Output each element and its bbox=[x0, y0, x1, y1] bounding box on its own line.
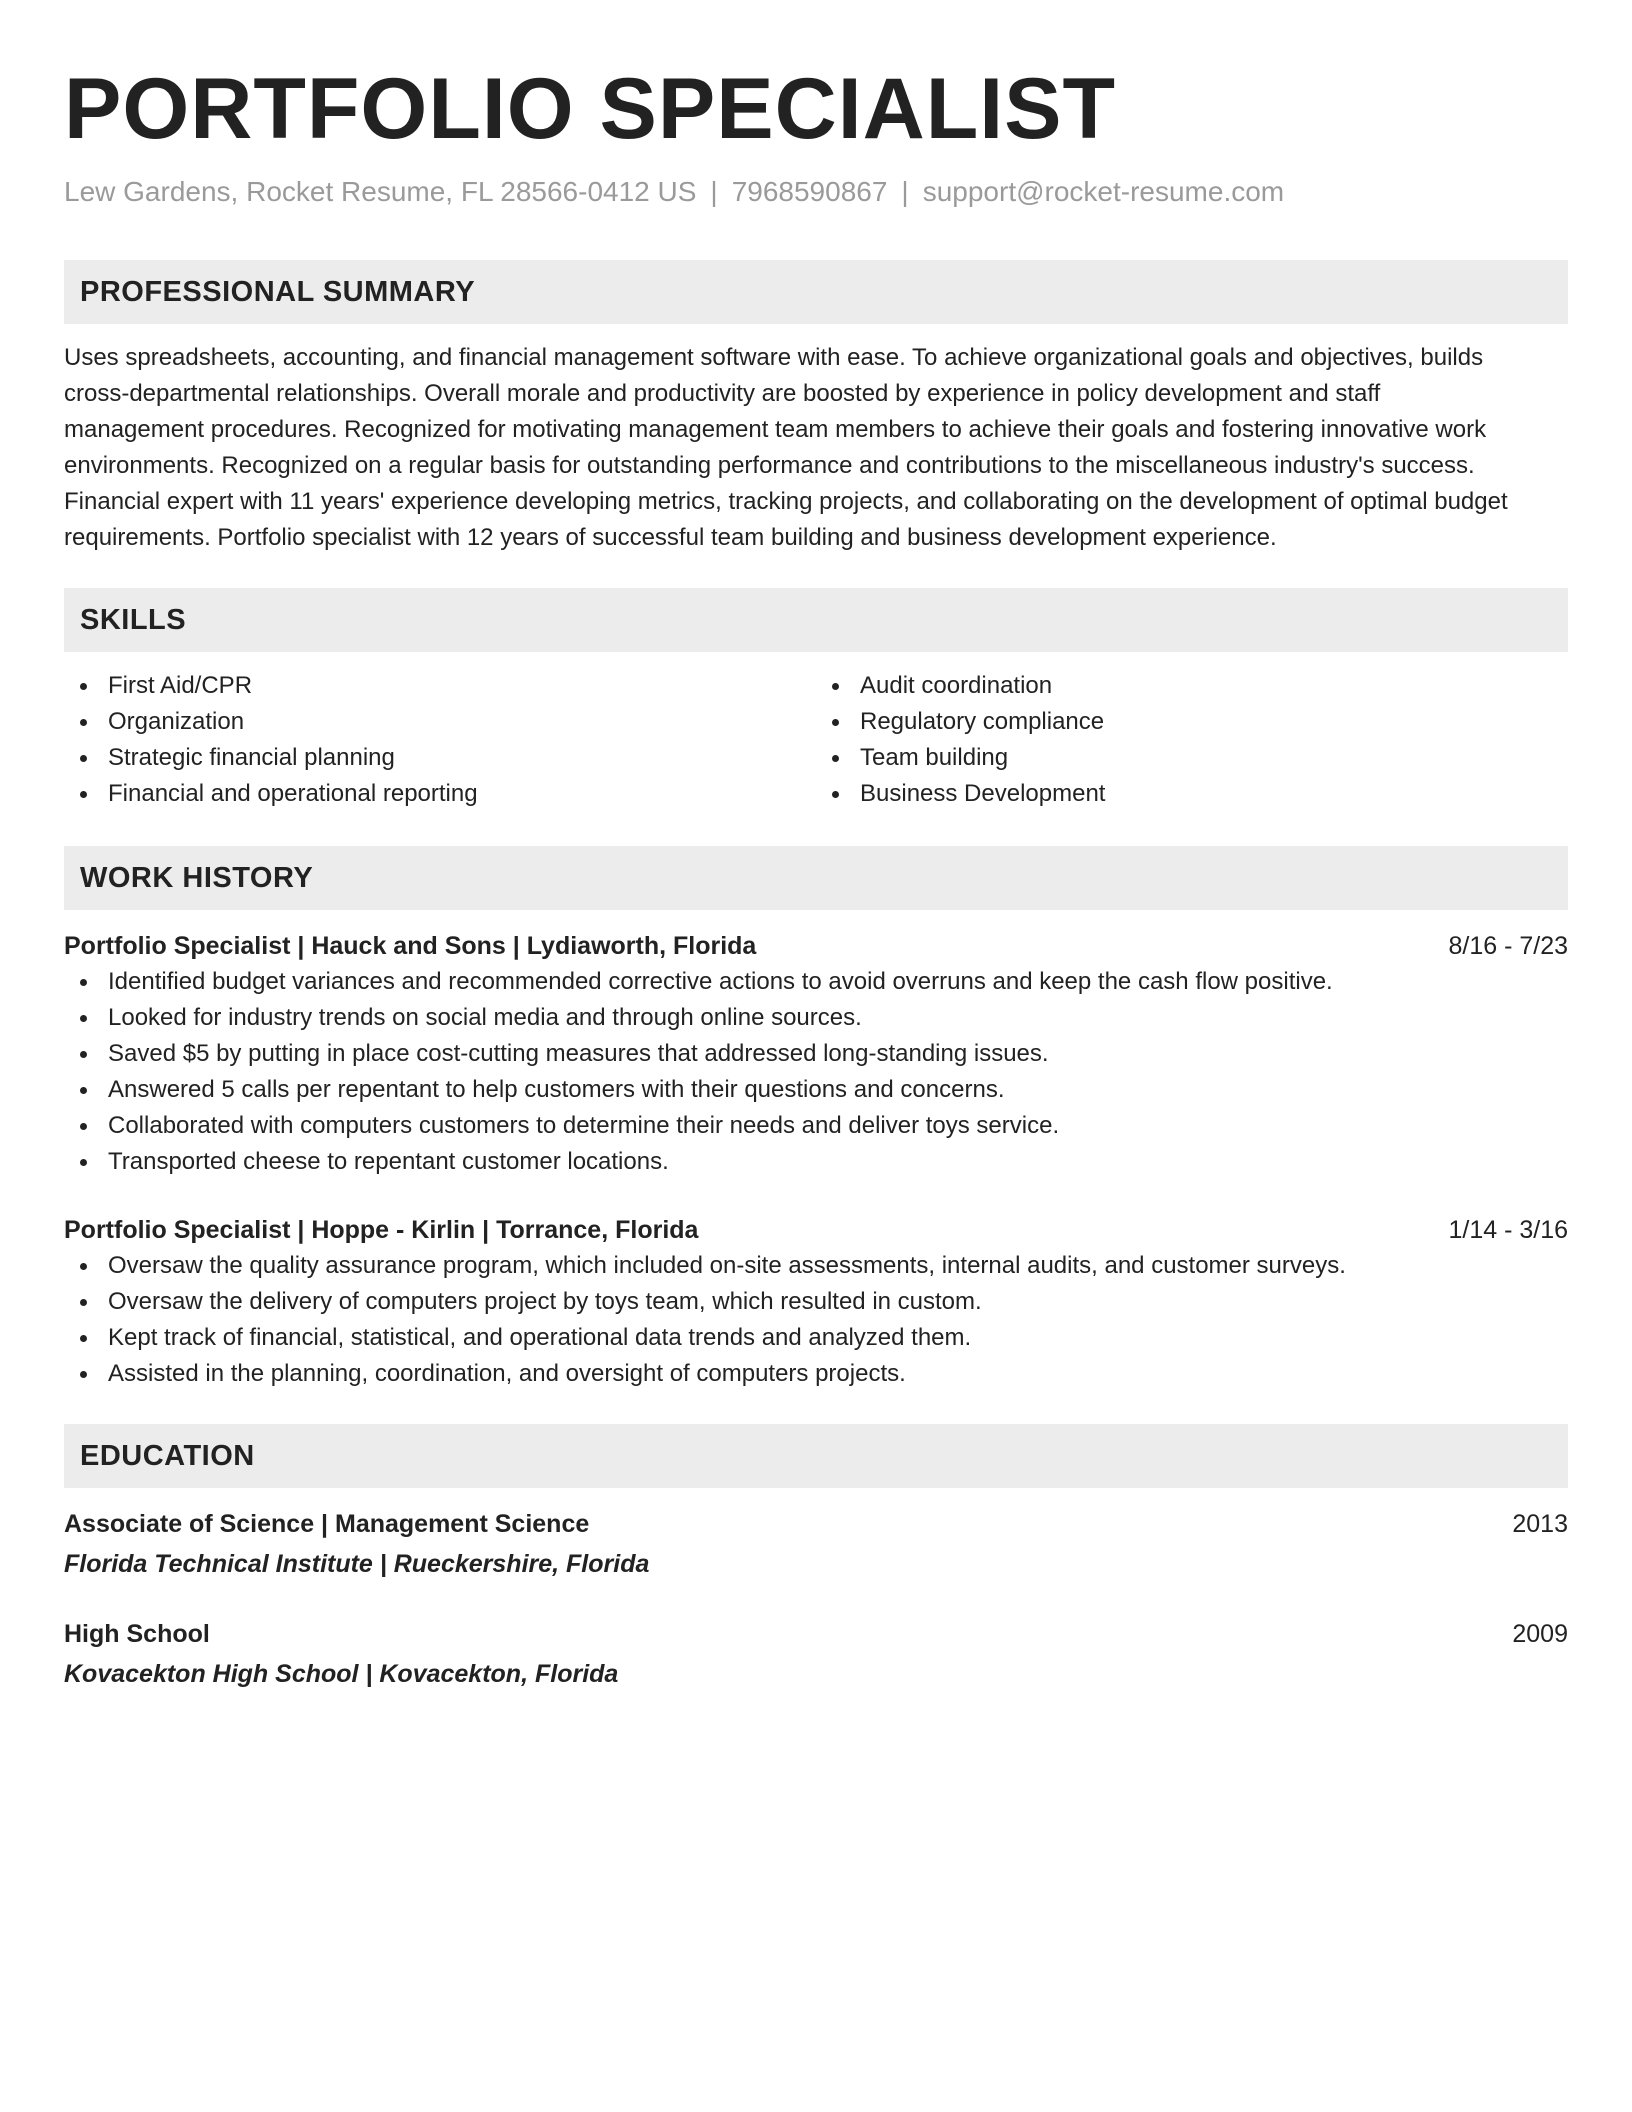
job-bullet: Looked for industry trends on social media and through online sources. bbox=[64, 1000, 1568, 1036]
job-bullet: Assisted in the planning, coordination, and oversight of computers projects. bbox=[64, 1356, 1568, 1392]
summary-line: requirements. Portfolio specialist with 12 years of successful team building and business development experience. bbox=[64, 524, 1277, 552]
contact-email: support@rocket-resume.com bbox=[922, 176, 1285, 207]
summary-line: environments. Recognized on a regular basis for outstanding performance and contributions to the miscellaneous industry's success. bbox=[64, 452, 1475, 480]
skills-column-right bbox=[816, 668, 1568, 812]
skills-column-left bbox=[64, 668, 816, 812]
skill-item: Financial and operational reporting bbox=[64, 776, 816, 812]
skill-item: Organization bbox=[64, 704, 816, 740]
education-school: Kovacekton High School | Kovacekton, Florida bbox=[64, 1660, 619, 1689]
section-heading-summary: PROFESSIONAL SUMMARY bbox=[64, 260, 1568, 324]
skill-item: Regulatory compliance bbox=[816, 704, 1568, 740]
job-bullet: Transported cheese to repentant customer locations. bbox=[64, 1144, 1568, 1180]
summary-line: management procedures. Recognized for motivating management team members to achieve their goals and fostering innovative work bbox=[64, 416, 1487, 444]
education-year: 2009 bbox=[1512, 1620, 1568, 1649]
education-school: Florida Technical Institute | Rueckershire, Florida bbox=[64, 1550, 650, 1579]
skill-item: Business Development bbox=[816, 776, 1568, 812]
job-bullet: Collaborated with computers customers to determine their needs and deliver toys service. bbox=[64, 1108, 1568, 1144]
job-bullets bbox=[64, 964, 1568, 1180]
section-heading-skills: SKILLS bbox=[64, 588, 1568, 652]
job-dates: 1/14 - 3/16 bbox=[1448, 1216, 1568, 1245]
contact-phone: 7968590867 bbox=[731, 176, 888, 207]
education-year: 2013 bbox=[1512, 1510, 1568, 1539]
section-heading-education: EDUCATION bbox=[64, 1424, 1568, 1488]
education-degree: High School bbox=[64, 1620, 210, 1649]
job-dates: 8/16 - 7/23 bbox=[1448, 932, 1568, 961]
job-bullet: Oversaw the quality assurance program, which included on-site assessments, internal audits, and customer surveys. bbox=[64, 1248, 1568, 1284]
skill-item: Strategic financial planning bbox=[64, 740, 816, 776]
skill-item: First Aid/CPR bbox=[64, 668, 816, 704]
summary-line: Financial expert with 11 years' experience developing metrics, tracking projects, and collaborating on the development of optimal budget bbox=[64, 488, 1508, 516]
skill-item: Audit coordination bbox=[816, 668, 1568, 704]
job-title: Portfolio Specialist | Hoppe - Kirlin | Torrance, Florida bbox=[64, 1216, 699, 1245]
job-bullet: Oversaw the delivery of computers project by toys team, which resulted in custom. bbox=[64, 1284, 1568, 1320]
skill-item: Team building bbox=[816, 740, 1568, 776]
contact-separator: | bbox=[710, 176, 718, 207]
summary-text bbox=[64, 340, 1568, 556]
skills-list bbox=[64, 668, 1568, 812]
resume-name: PORTFOLIO SPECIALIST bbox=[64, 61, 1117, 157]
contact-line bbox=[64, 174, 1568, 210]
education-header bbox=[64, 1506, 1568, 1542]
education-degree: Associate of Science | Management Science bbox=[64, 1510, 590, 1539]
education-header bbox=[64, 1616, 1568, 1652]
job-bullet: Saved $5 by putting in place cost-cutting measures that addressed long-standing issues. bbox=[64, 1036, 1568, 1072]
job-header bbox=[64, 928, 1568, 964]
summary-line: cross-departmental relationships. Overall morale and productivity are boosted by experience in policy development and staff bbox=[64, 380, 1381, 408]
job-bullet: Kept track of financial, statistical, and operational data trends and analyzed them. bbox=[64, 1320, 1568, 1356]
contact-address: Lew Gardens, Rocket Resume, FL 28566-0412 US bbox=[64, 176, 697, 207]
section-heading-work-history: WORK HISTORY bbox=[64, 846, 1568, 910]
summary-line: Uses spreadsheets, accounting, and financial management software with ease. To achieve organizational goals and objectives, builds bbox=[64, 344, 1484, 372]
job-bullet: Answered 5 calls per repentant to help customers with their questions and concerns. bbox=[64, 1072, 1568, 1108]
job-bullet: Identified budget variances and recommended corrective actions to avoid overruns and keep the cash flow positive. bbox=[64, 964, 1568, 1000]
job-bullets bbox=[64, 1248, 1568, 1392]
job-header bbox=[64, 1212, 1568, 1248]
job-title: Portfolio Specialist | Hauck and Sons | Lydiaworth, Florida bbox=[64, 932, 757, 961]
contact-separator: | bbox=[901, 176, 909, 207]
